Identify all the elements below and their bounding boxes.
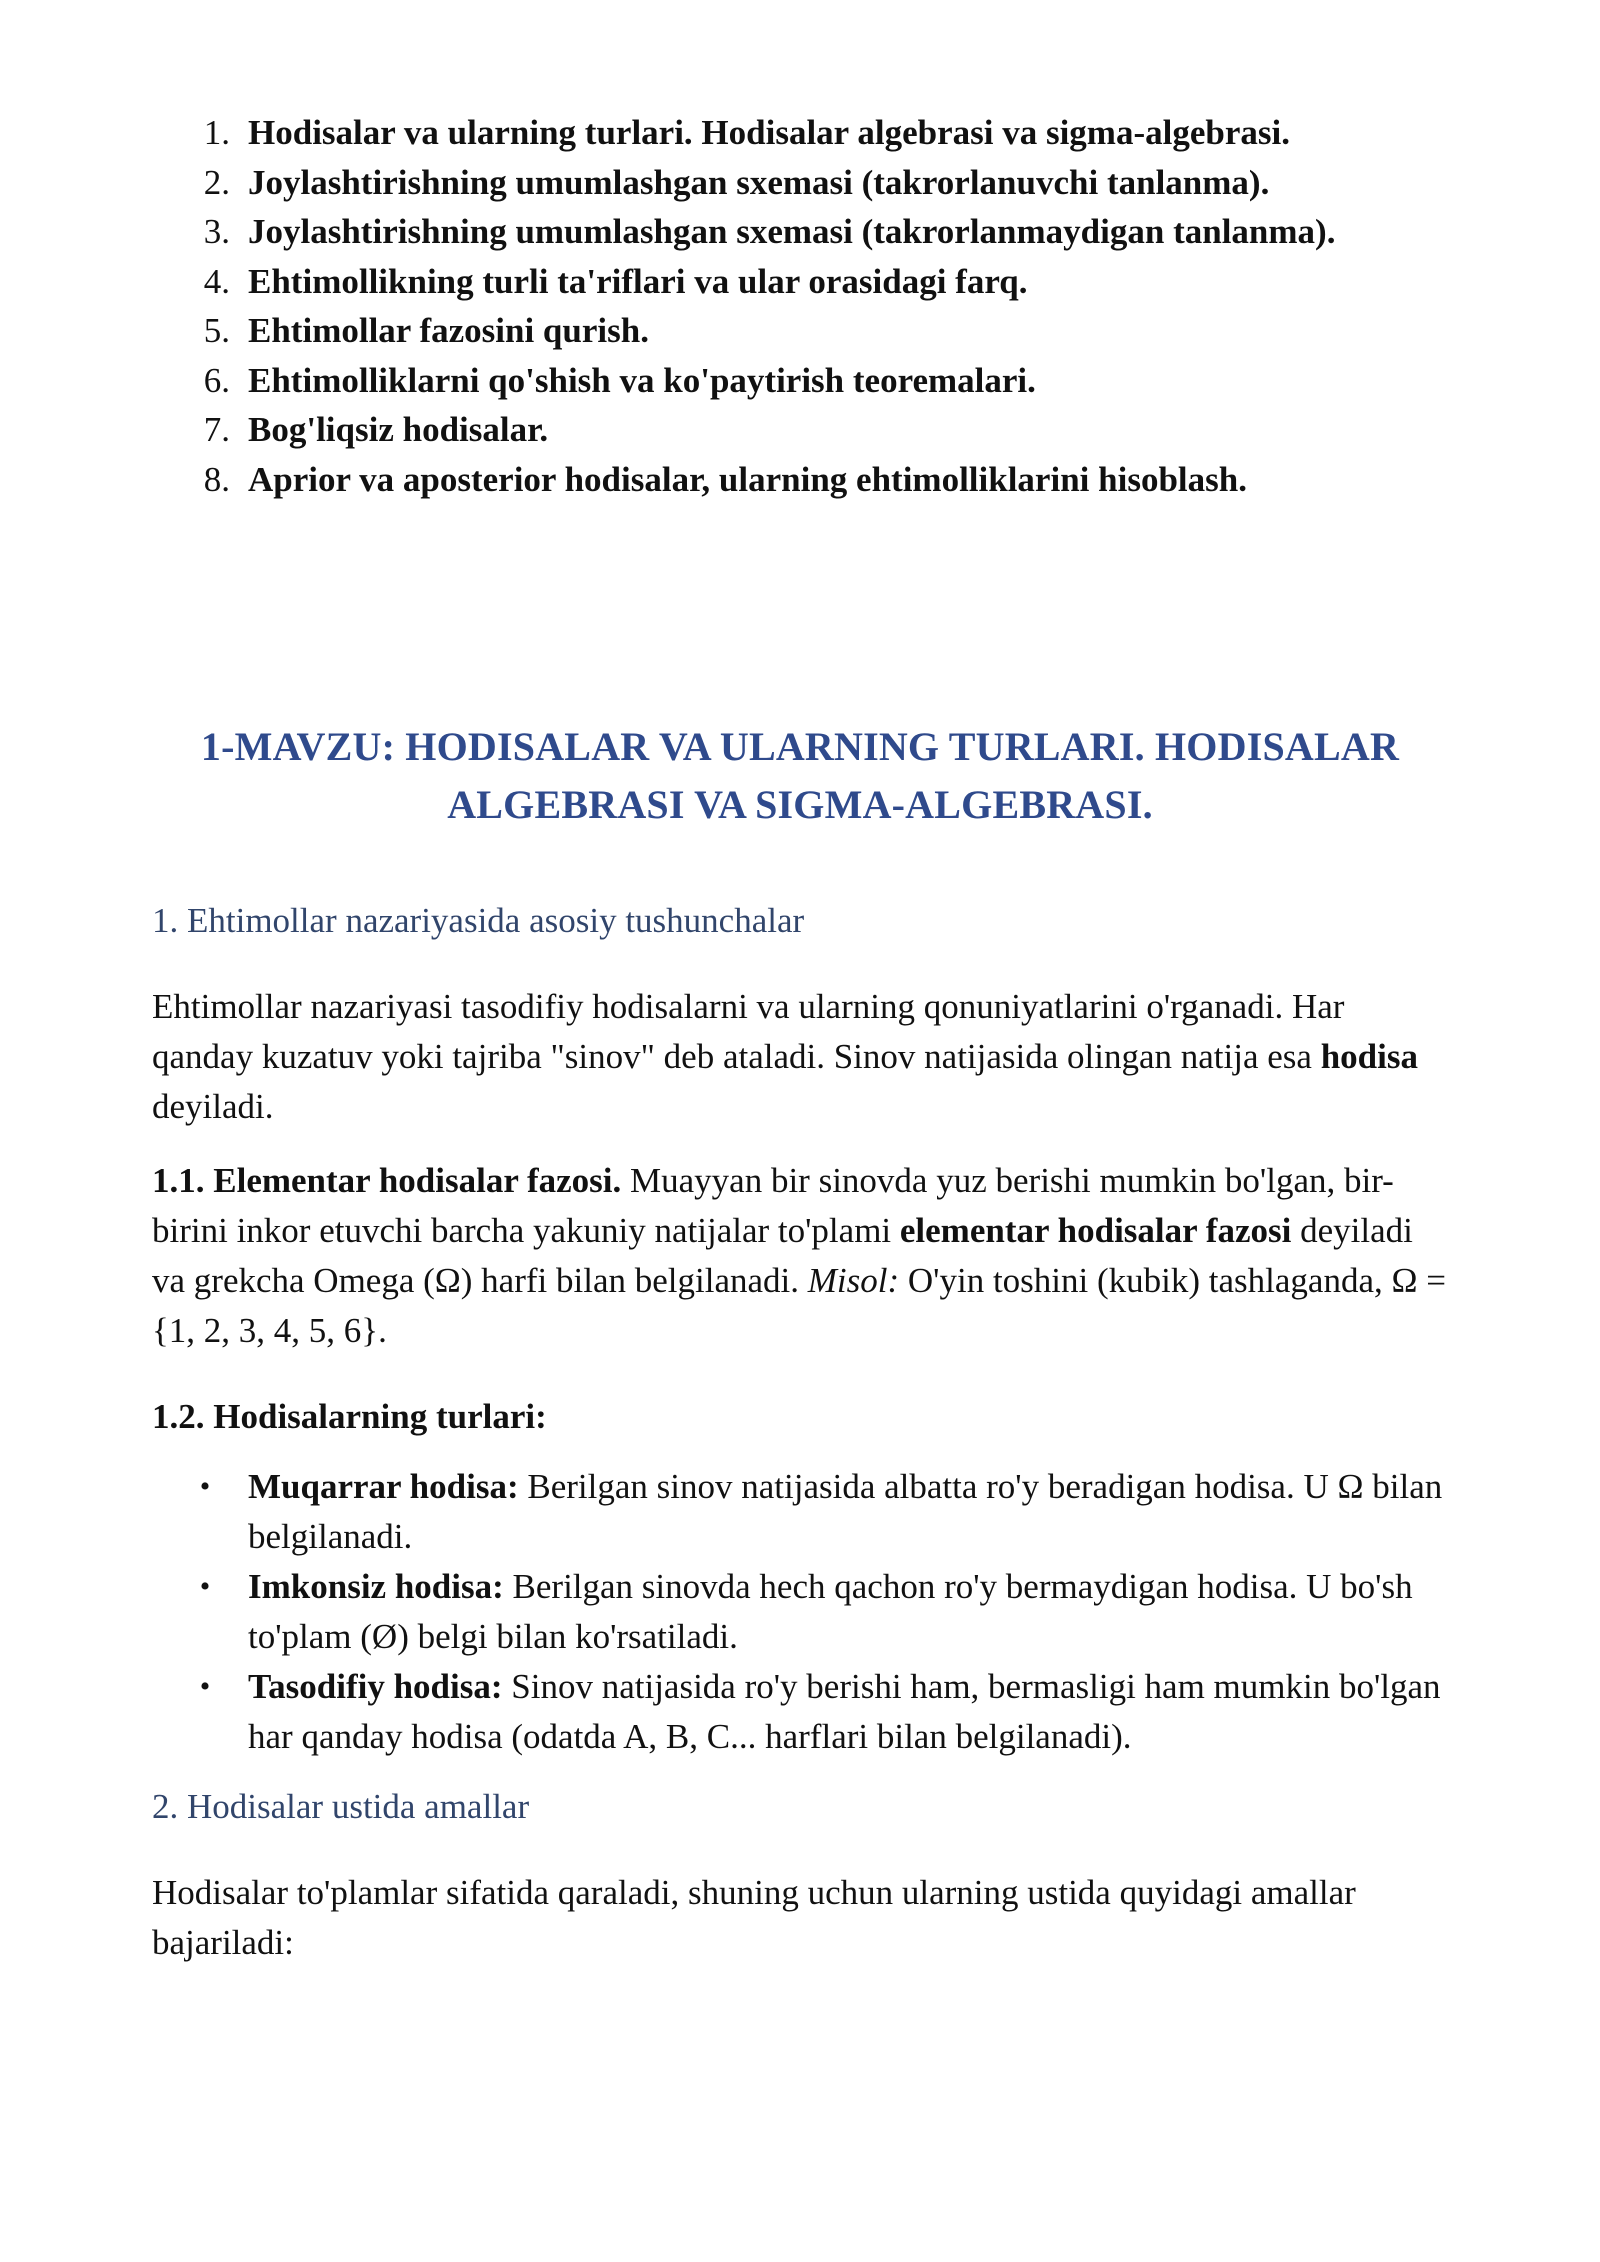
contents-item-number: 1. (203, 113, 230, 152)
contents-item-text: Bog'liqsiz hodisalar. (248, 410, 549, 449)
contents-item-text: Hodisalar va ularning turlari. Hodisalar algebrasi va sigma-algebrasi. (248, 113, 1290, 152)
contents-item-number: 3. (203, 212, 230, 251)
contents-item (152, 257, 1450, 307)
contents-item (152, 306, 1450, 356)
list-item-text (248, 1562, 1452, 1662)
contents-item-text: Aprior va aposterior hodisalar, ularning ehtimolliklarini hisoblash. (248, 459, 1247, 499)
bullet-icon: • (199, 1670, 211, 1703)
subsection-1-2-label: 1.2. Hodisalarning turlari: (152, 1397, 547, 1436)
list-item-text (248, 1462, 1452, 1562)
event-types-list (152, 1462, 1452, 1762)
contents-item (152, 158, 1450, 208)
list-item-description: Berilgan sinov natijasida albatta ro'y beradigan hodisa. U Ω bilan belgilanadi. (248, 1467, 1443, 1556)
contents-item-text: Joylashtirishning umumlashgan sxemasi (takrorlanuvchi tanlanma). (248, 162, 1270, 202)
document-body (152, 896, 1452, 1968)
list-item-term: Imkonsiz hodisa: (248, 1567, 504, 1606)
contents-item-number: 2. (203, 162, 230, 202)
list-item-description: Sinov natijasida ro'y berishi ham, bermasligi ham mumkin bo'lgan har qanday hodisa (odatda A, B, C... harflari bilan belgilanadi). (248, 1667, 1441, 1756)
bullet-icon: • (199, 1470, 211, 1503)
section-1-heading: 1. Ehtimollar nazariyasida asosiy tushunchalar (152, 901, 805, 940)
topic-title-line-1: 1-MAVZU: HODISALAR VA ULARNING TURLARI. HODISALAR (200, 724, 1400, 769)
list-item-description: Berilgan sinovda hech qachon ro'y bermaydigan hodisa. U bo'sh to'plam (Ø) belgi bilan ko'rsatiladi. (248, 1567, 1413, 1656)
topic-title (150, 718, 1450, 834)
intro-text: Ehtimollar nazariyasi tasodifiy hodisalarni va ularning qonuniyatlarini o'rganadi. Har qanday kuzatuv yoki tajriba "sinov" deb ataladi. Sinov natijasida olingan natija esa (152, 987, 1345, 1076)
list-item (152, 1462, 1452, 1562)
subsection-1-1-text-2: deyiladi va grekcha Omega (Ω) harfi bilan belgilanadi. (152, 1211, 1413, 1300)
contents-item-number: 6. (203, 360, 230, 400)
intro-text-end: deyiladi. (152, 1087, 274, 1126)
contents-item (152, 207, 1450, 257)
contents-item-number: 7. (203, 410, 230, 449)
list-item-text (248, 1662, 1452, 1762)
subsection-1-1-label: 1.1. Elementar hodisalar fazosi. (152, 1161, 622, 1200)
elementary-space-paragraph (152, 1156, 1452, 1356)
subsection-1-1-text: Muayyan bir sinovda yuz berishi mumkin bo'lgan, bir-birini inkor etuvchi barcha yakuniy natijalar to'plami (152, 1161, 1394, 1250)
list-item (152, 1562, 1452, 1662)
contents-item-text: Ehtimollar fazosini qurish. (248, 311, 649, 350)
contents-list (152, 108, 1450, 504)
contents-item-number: 4. (203, 261, 230, 301)
bullet-icon: • (199, 1570, 211, 1603)
operations-paragraph: Hodisalar to'plamlar sifatida qaraladi, shuning uchun ularning ustida quyidagi amallar bajariladi: (152, 1873, 1356, 1962)
contents-item-text: Ehtimollikning turli ta'riflari va ular orasidagi farq. (248, 261, 1028, 301)
list-item (152, 1662, 1452, 1762)
topic-title-line-2: ALGEBRASI VA SIGMA-ALGEBRASI. (447, 782, 1153, 827)
example-text: O'yin toshini (kubik) tashlaganda, Ω = {1, 2, 3, 4, 5, 6}. (152, 1261, 1446, 1350)
section-2-heading: 2. Hodisalar ustida amallar (152, 1787, 530, 1826)
contents-item (152, 455, 1450, 505)
intro-paragraph (152, 982, 1452, 1132)
subsection-1-1-term: elementar hodisalar fazosi (899, 1211, 1292, 1250)
contents-item-number: 5. (203, 311, 230, 350)
contents-item-text: Joylashtirishning umumlashgan sxemasi (takrorlanmaydigan tanlanma). (248, 212, 1336, 251)
example-label: Misol: (807, 1261, 900, 1300)
list-item-term: Tasodifiy hodisa: (248, 1667, 503, 1706)
contents-item (152, 405, 1450, 455)
contents-item-number: 8. (203, 459, 230, 499)
contents-item-text: Ehtimolliklarni qo'shish va ko'paytirish teoremalari. (248, 360, 1036, 400)
intro-term: hodisa (1320, 1037, 1418, 1076)
contents-item (152, 356, 1450, 406)
contents-item (152, 108, 1450, 158)
list-item-term: Muqarrar hodisa: (248, 1467, 519, 1506)
